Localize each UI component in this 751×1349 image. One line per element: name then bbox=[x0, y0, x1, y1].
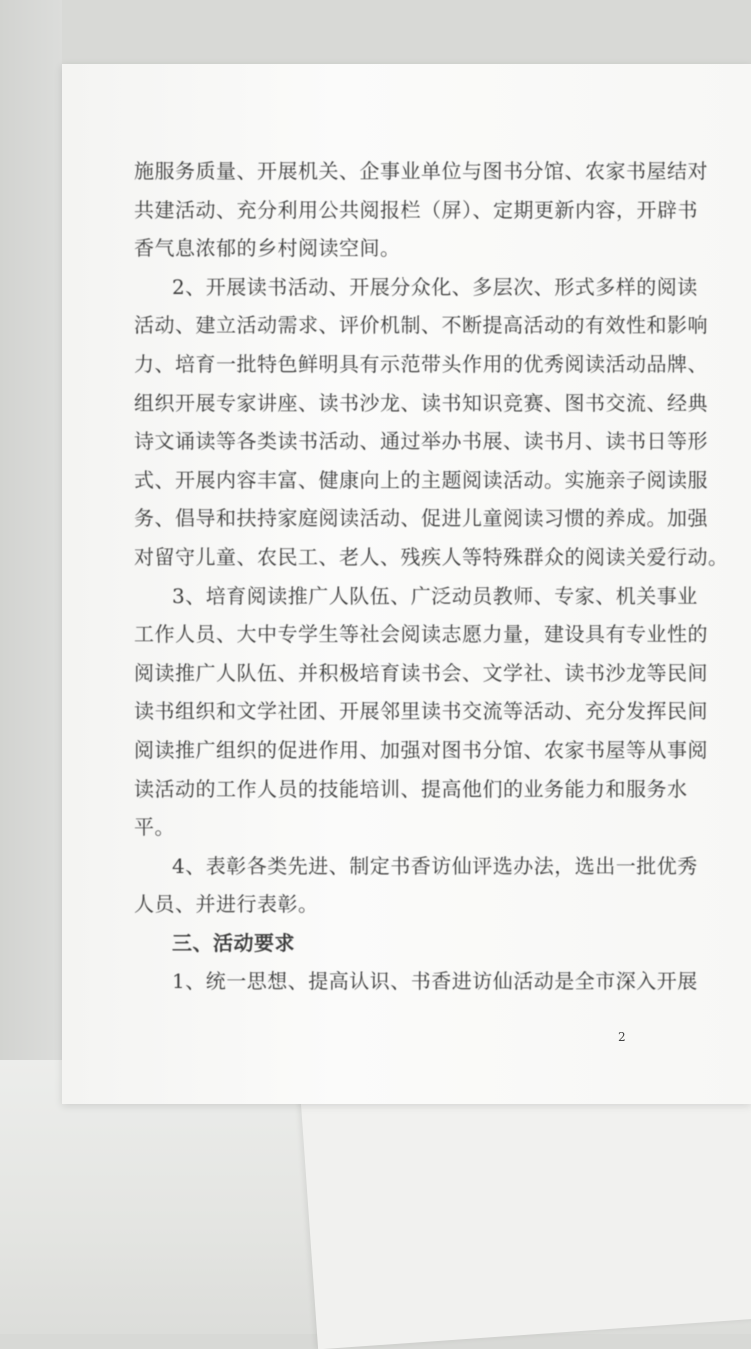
text-line: 1、统一思想、提高认识、书香进访仙活动是全市深入开展 bbox=[172, 969, 698, 994]
text-line: 共建活动、充分利用公共阅报栏（屏）、定期更新内容，开辟书 bbox=[134, 197, 698, 222]
text-line: 对留守儿童、农民工、老人、残疾人等特殊群众的阅读关爱行动。 bbox=[134, 544, 729, 569]
text-line: 活动、建立活动需求、评价机制、不断提高活动的有效性和影响 bbox=[134, 313, 708, 338]
text-line: 4、表彰各类先进、制定书香访仙评选办法，选出一批优秀 bbox=[172, 853, 698, 878]
text-line: 平。 bbox=[134, 815, 175, 840]
text-line: 读书组织和文学社团、开展邻里读书交流等活动、充分发挥民间 bbox=[134, 699, 708, 724]
text-line: 阅读推广人队伍、并积极培育读书会、文学社、读书沙龙等民间 bbox=[134, 660, 708, 685]
text-line: 3、培育阅读推广人队伍、广泛动员教师、专家、机关事业 bbox=[172, 583, 698, 608]
text-line: 施服务质量、开展机关、企事业单位与图书分馆、农家书屋结对 bbox=[134, 159, 708, 183]
text-line: 诗文诵读等各类读书活动、通过举办书展、读书月、读书日等形 bbox=[134, 429, 708, 454]
text-line: 2、开展读书活动、开展分众化、多层次、形式多样的阅读 bbox=[172, 274, 698, 299]
document-body bbox=[134, 152, 729, 1001]
text-line: 工作人员、大中专学生等社会阅读志愿力量，建设具有专业性的 bbox=[134, 622, 708, 647]
page-number: 2 bbox=[618, 1030, 626, 1044]
text-line: 阅读推广组织的促进作用、加强对图书分馆、农家书屋等从事阅 bbox=[134, 737, 708, 762]
text-line: 人员、并进行表彰。 bbox=[134, 892, 319, 917]
text-line: 香气息浓郁的乡村阅读空间。 bbox=[134, 236, 401, 261]
text-line: 力、培育一批特色鲜明具有示范带头作用的优秀阅读活动品牌、 bbox=[134, 351, 708, 376]
text-line: 读活动的工作人员的技能培训、提高他们的业务能力和服务水 bbox=[134, 776, 688, 801]
section-heading: 三、活动要求 bbox=[172, 930, 295, 955]
text-line: 式、开展内容丰富、健康向上的主题阅读活动。实施亲子阅读服 bbox=[134, 467, 708, 492]
text-line: 务、倡导和扶持家庭阅读活动、促进儿童阅读习惯的养成。加强 bbox=[134, 506, 708, 531]
text-line: 组织开展专家讲座、读书沙龙、读书知识竞赛、图书交流、经典 bbox=[134, 390, 708, 415]
